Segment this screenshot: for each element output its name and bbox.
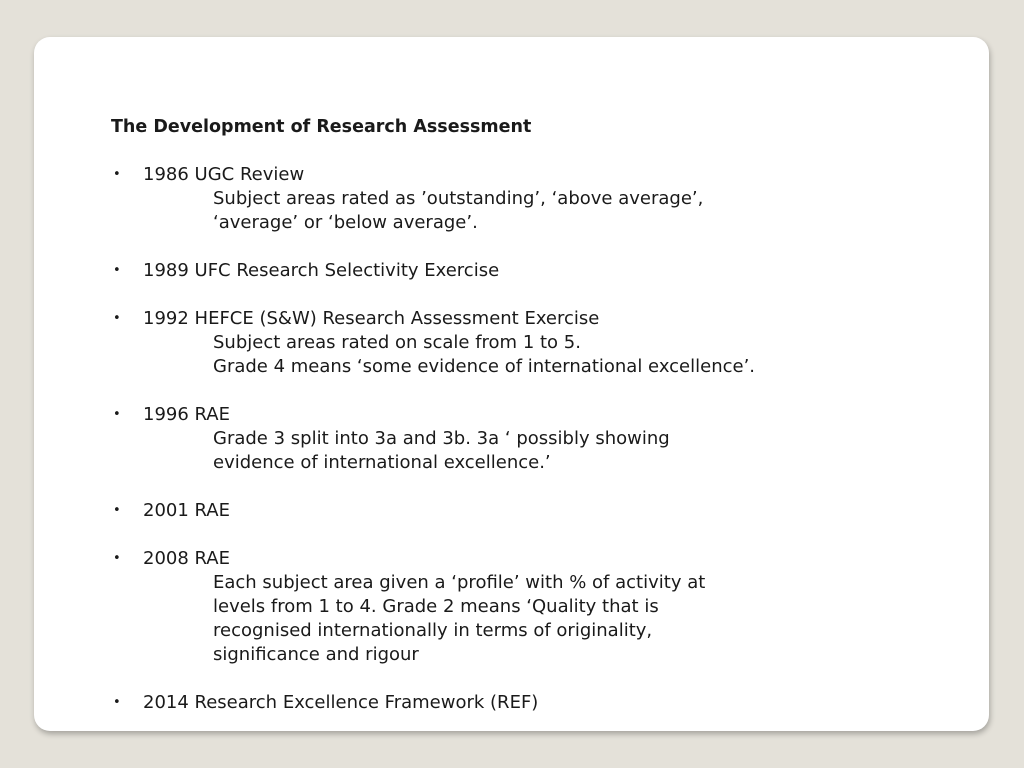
list-item <box>111 403 951 475</box>
bullet-icon: • <box>113 695 121 710</box>
slide-title: The Development of Research Assessment <box>111 117 532 137</box>
bullet-icon: • <box>113 503 121 518</box>
item-heading: 2001 RAE <box>143 500 230 521</box>
item-detail: Grade 3 split into 3a and 3b. 3a ‘ possibly showing evidence of international excellence.’ <box>213 428 670 473</box>
item-heading: 1996 RAE <box>143 404 230 425</box>
list-item <box>111 163 951 235</box>
bullet-icon: • <box>113 407 121 422</box>
item-detail: Subject areas rated on scale from 1 to 5. Grade 4 means ‘some evidence of international excellence’. <box>213 332 756 377</box>
bullet-icon: • <box>113 311 121 326</box>
bullet-icon: • <box>113 551 121 566</box>
list-item <box>111 547 951 667</box>
list-item <box>111 259 951 283</box>
list-item <box>111 499 951 523</box>
item-heading: 2014 Research Excellence Framework (REF) <box>143 692 539 713</box>
slide-card <box>34 37 989 731</box>
bullet-list <box>111 163 951 715</box>
slide-content <box>111 115 951 715</box>
list-item <box>111 691 951 715</box>
item-heading: 1992 HEFCE (S&W) Research Assessment Exercise <box>143 308 600 329</box>
item-heading: 2008 RAE <box>143 548 230 569</box>
item-detail: Each subject area given a ‘profile’ with % of activity at levels from 1 to 4. Grade 2 means ‘Quality that is recognised internationally in terms of originality, significance and rigour <box>213 572 706 665</box>
item-heading: 1989 UFC Research Selectivity Exercise <box>143 260 500 281</box>
bullet-icon: • <box>113 263 121 278</box>
item-heading: 1986 UGC Review <box>143 164 305 185</box>
list-item <box>111 307 951 379</box>
item-detail: Subject areas rated as ’outstanding’, ‘above average’, ‘average’ or ‘below average’. <box>213 188 704 233</box>
bullet-icon: • <box>113 167 121 182</box>
